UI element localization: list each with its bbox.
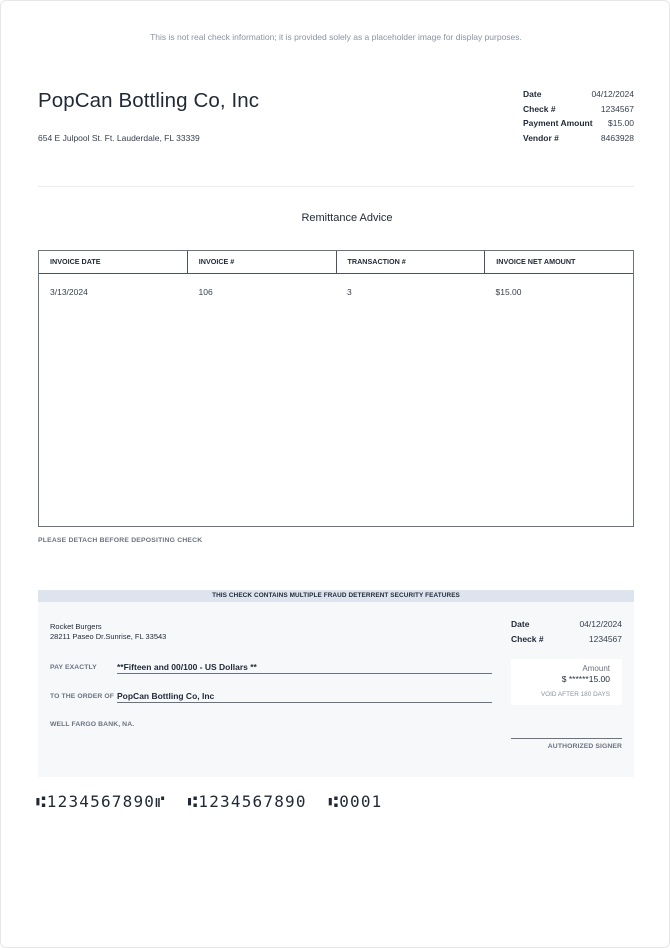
cell-invoice-net-amount: $15.00 [495, 287, 522, 297]
order-of-label: TO THE ORDER OF [50, 693, 115, 700]
payer-address: 28211 Paseo Dr.Sunrise, FL 33543 [50, 632, 167, 641]
cell-transaction-number: 3 [347, 287, 352, 297]
meta-vendor-row [523, 132, 634, 147]
amount-box [511, 659, 622, 705]
invoice-table [38, 250, 634, 527]
amount-label: Amount [582, 664, 610, 673]
meta-label: Date [511, 619, 530, 629]
detach-note: PLEASE DETACH BEFORE DEPOSITING CHECK [38, 537, 203, 544]
table-row [39, 274, 633, 302]
meta-value: $15.00 [608, 118, 634, 129]
meta-value: 1234567 [588, 634, 622, 644]
meta-payment-amount-row [523, 117, 634, 132]
check-date-row [511, 618, 622, 633]
meta-label: Check # [523, 103, 556, 114]
signature-line [511, 738, 622, 739]
meta-label: Payment Amount [523, 118, 593, 129]
payment-meta [523, 88, 634, 147]
meta-value: 04/12/2024 [579, 619, 622, 629]
invoice-table-header [39, 251, 633, 274]
pay-exactly-value: **Fifteen and 00/100 - US Dollars ** [117, 662, 492, 674]
meta-date-row [523, 88, 634, 103]
check-number-row [511, 633, 622, 648]
security-banner: THIS CHECK CONTAINS MULTIPLE FRAUD DETERRENT SECURITY FEATURES [38, 590, 634, 602]
void-note: VOID AFTER 180 DAYS [540, 691, 610, 698]
column-header-transaction-number: TRANSACTION # [336, 251, 485, 273]
cell-invoice-date: 3/13/2024 [50, 287, 88, 297]
column-header-invoice-net-amount: INVOICE NET AMOUNT [484, 251, 633, 273]
payee-name: PopCan Bottling Co, Inc [117, 691, 492, 703]
placeholder-disclaimer: This is not real check information; it is provided solely as a placeholder image for display purposes. [150, 32, 522, 42]
section-divider [38, 186, 634, 187]
meta-value: 04/12/2024 [591, 89, 634, 99]
meta-label: Check # [511, 634, 544, 644]
meta-check-row [523, 103, 634, 118]
company-name: PopCan Bottling Co, Inc [38, 89, 260, 112]
meta-value: 8463928 [600, 133, 634, 144]
pay-exactly-label: PAY EXACTLY [50, 664, 97, 671]
check-body [38, 590, 634, 777]
meta-label: Vendor # [523, 133, 559, 144]
check-meta [511, 618, 622, 648]
micr-line: ⑆1234567890⑈ ⑆1234567890 ⑆0001 [36, 792, 383, 811]
cell-invoice-number: 106 [198, 287, 213, 297]
authorized-signer-label: AUTHORIZED SIGNER [547, 743, 622, 750]
amount-value: $ ******15.00 [561, 674, 610, 684]
remittance-title: Remittance Advice [301, 212, 393, 224]
column-header-invoice-date: INVOICE DATE [50, 257, 101, 266]
column-header-invoice-number: INVOICE # [187, 251, 336, 273]
company-address: 654 E Julpool St. Ft. Lauderdale, FL 33339 [38, 133, 200, 143]
bank-name: WELL FARGO BANK, NA. [50, 721, 135, 728]
payer-name: Rocket Burgers [50, 622, 102, 631]
meta-label: Date [523, 89, 542, 99]
meta-value: 1234567 [600, 103, 634, 114]
